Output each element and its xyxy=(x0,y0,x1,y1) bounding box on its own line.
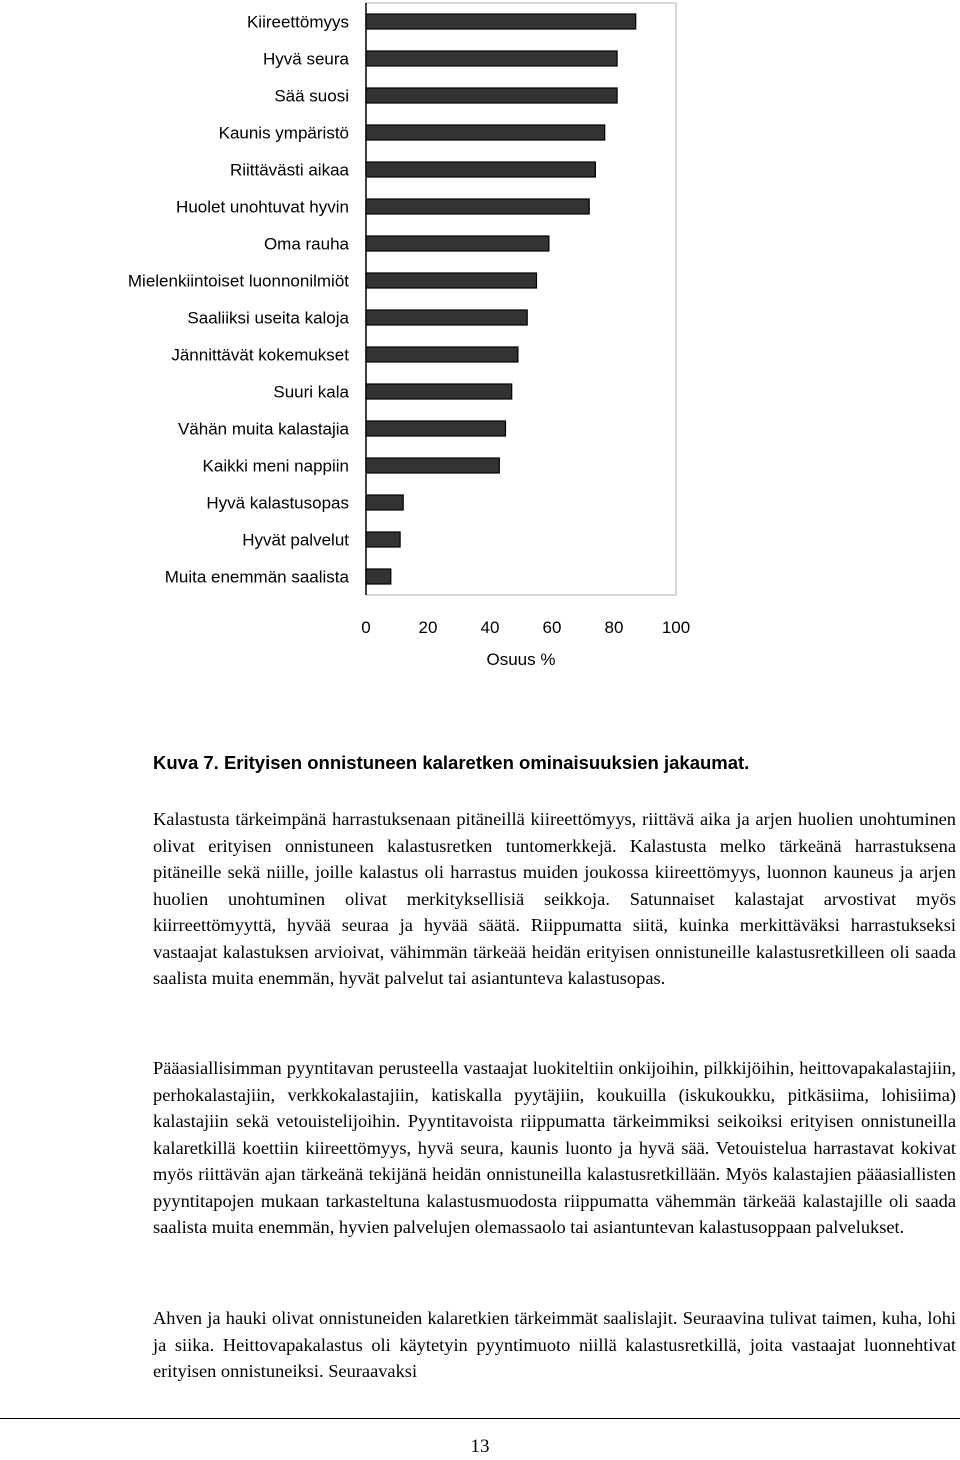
footer-divider xyxy=(0,1418,960,1419)
category-label: Kiireettömyys xyxy=(246,12,349,32)
bar xyxy=(366,88,617,103)
bar xyxy=(366,421,506,436)
category-label: Sää suosi xyxy=(274,86,349,106)
bar xyxy=(366,14,636,29)
category-label: Riittävästi aikaa xyxy=(229,160,349,180)
category-label: Kaunis ympäristö xyxy=(218,123,349,143)
x-tick-label: 0 xyxy=(361,618,371,637)
bar xyxy=(366,384,512,399)
paragraph: Kalastusta tärkeimpänä harrastuksenaan pitäneillä kiireettömyys, riittävä aika ja arjen huolien unohtuminen olivat erityisen onnistuneen kalastusretken tuntomerkkejä. Kalastusta melko tärkeänä harrastuksena pitäneille sekä niille, joille kalastus oli harrastus muiden joukossa kiireettömyys, luonnon kauneus ja arjen huolien unohtuminen olivat merkityksellisiä seikkoja. Satunnaiset kalastajat arvostivat myös kiirreettömyyttä, hyvää seuraa ja hyvää säätä. Riippumatta siitä, kuinka merkittäväksi harrastukseksi vastaajat kalastuksen arvioivat, vähimmän tärkeää heidän erityisen onnistuneille kalastusretkilleen oli saada saalista muita enemmän, hyvät palvelut tai asiantunteva kalastusopas. xyxy=(153,809,956,988)
bar xyxy=(366,273,537,288)
bar xyxy=(366,310,527,325)
category-label: Mielenkiintoiset luonnonilmiöt xyxy=(127,271,349,291)
figure-caption: Kuva 7. Erityisen onnistuneen kalaretken ominaisuuksien jakaumat. xyxy=(153,752,750,773)
bar xyxy=(366,495,403,510)
x-tick-label: 40 xyxy=(480,618,500,637)
bar xyxy=(366,569,391,584)
bar xyxy=(366,532,400,547)
x-tick-label: 60 xyxy=(542,618,562,637)
category-label: Suuri kala xyxy=(273,382,349,402)
category-label: Hyvä kalastusopas xyxy=(206,493,349,513)
x-tick-label: 100 xyxy=(661,618,691,637)
category-label: Hyvät palvelut xyxy=(242,530,349,550)
paragraph: Ahven ja hauki olivat onnistuneiden kalaretkien tärkeimmät saalislajit. Seuraavina tulivat taimen, kuha, lohi ja siika. Heittovapakalastus oli käytetyin pyyntimuoto niillä kalastusretkillä, joita vastaajat luonnehtivat erityisen onnistuneiksi. Seuraavaksi xyxy=(153,1308,956,1381)
bar-chart xyxy=(0,0,960,690)
category-label: Muita enemmän saalista xyxy=(164,567,349,587)
paragraph-3-container xyxy=(153,1305,956,1385)
x-tick-label: 20 xyxy=(418,618,438,637)
bar xyxy=(366,199,589,214)
page-number: 13 xyxy=(470,1436,490,1457)
category-label: Vähän muita kalastajia xyxy=(177,419,349,439)
paragraph: Pääasiallisimman pyyntitavan perusteella vastaajat luokiteltiin onkijoihin, pilkkijöihin, heittovapakalastajiin, perhokalastajiin, verkkokalastajiin, katiskalla pyytäjiin, koukuilla (iskukoukku, pitkäsiima, lohisiima) kalastajiin sekä vetouistelijoihin. Pyyntitavoista riippumatta tärkeimmiksi seikoiksi erityisen onnistuneilla kalaretkillä koettiin kiireettömyys, hyvä seura, kaunis luonto ja hyvä sää. Vetouistelua harrastavat kokivat myös riittävän ajan tärkeänä tekijänä heidän onnistuneilla kalastusretkillään. Myös kalastajien pääasiallisten pyyntitapojen mukaan tarkasteltuna kalastusmuodosta riippumatta vähemmän tärkeää kalastajille oli saada saalista muita enemmän, hyvien palvelujen olemassaolo tai asiantuntevan kalastusoppaan palvelukset. xyxy=(153,1058,956,1237)
category-label: Hyvä seura xyxy=(263,49,349,69)
bar xyxy=(366,125,605,140)
category-label: Saaliiksi useita kaloja xyxy=(187,308,349,328)
x-tick-label: 80 xyxy=(604,618,624,637)
bar xyxy=(366,162,595,177)
category-label: Jännittävät kokemukset xyxy=(171,345,349,365)
category-labels xyxy=(128,13,350,587)
category-label: Kaikki meni nappiin xyxy=(202,456,349,476)
paragraph-1-container xyxy=(153,806,956,992)
x-axis-title: Osuus % xyxy=(486,650,556,669)
x-axis-ticks xyxy=(361,618,690,637)
bar xyxy=(366,51,617,66)
plot-area xyxy=(366,3,676,595)
bar xyxy=(366,458,499,473)
bar xyxy=(366,236,549,251)
category-label: Oma rauha xyxy=(263,234,349,254)
bar xyxy=(366,347,518,362)
paragraph-2-container xyxy=(153,1055,956,1241)
category-label: Huolet unohtuvat hyvin xyxy=(176,197,349,217)
